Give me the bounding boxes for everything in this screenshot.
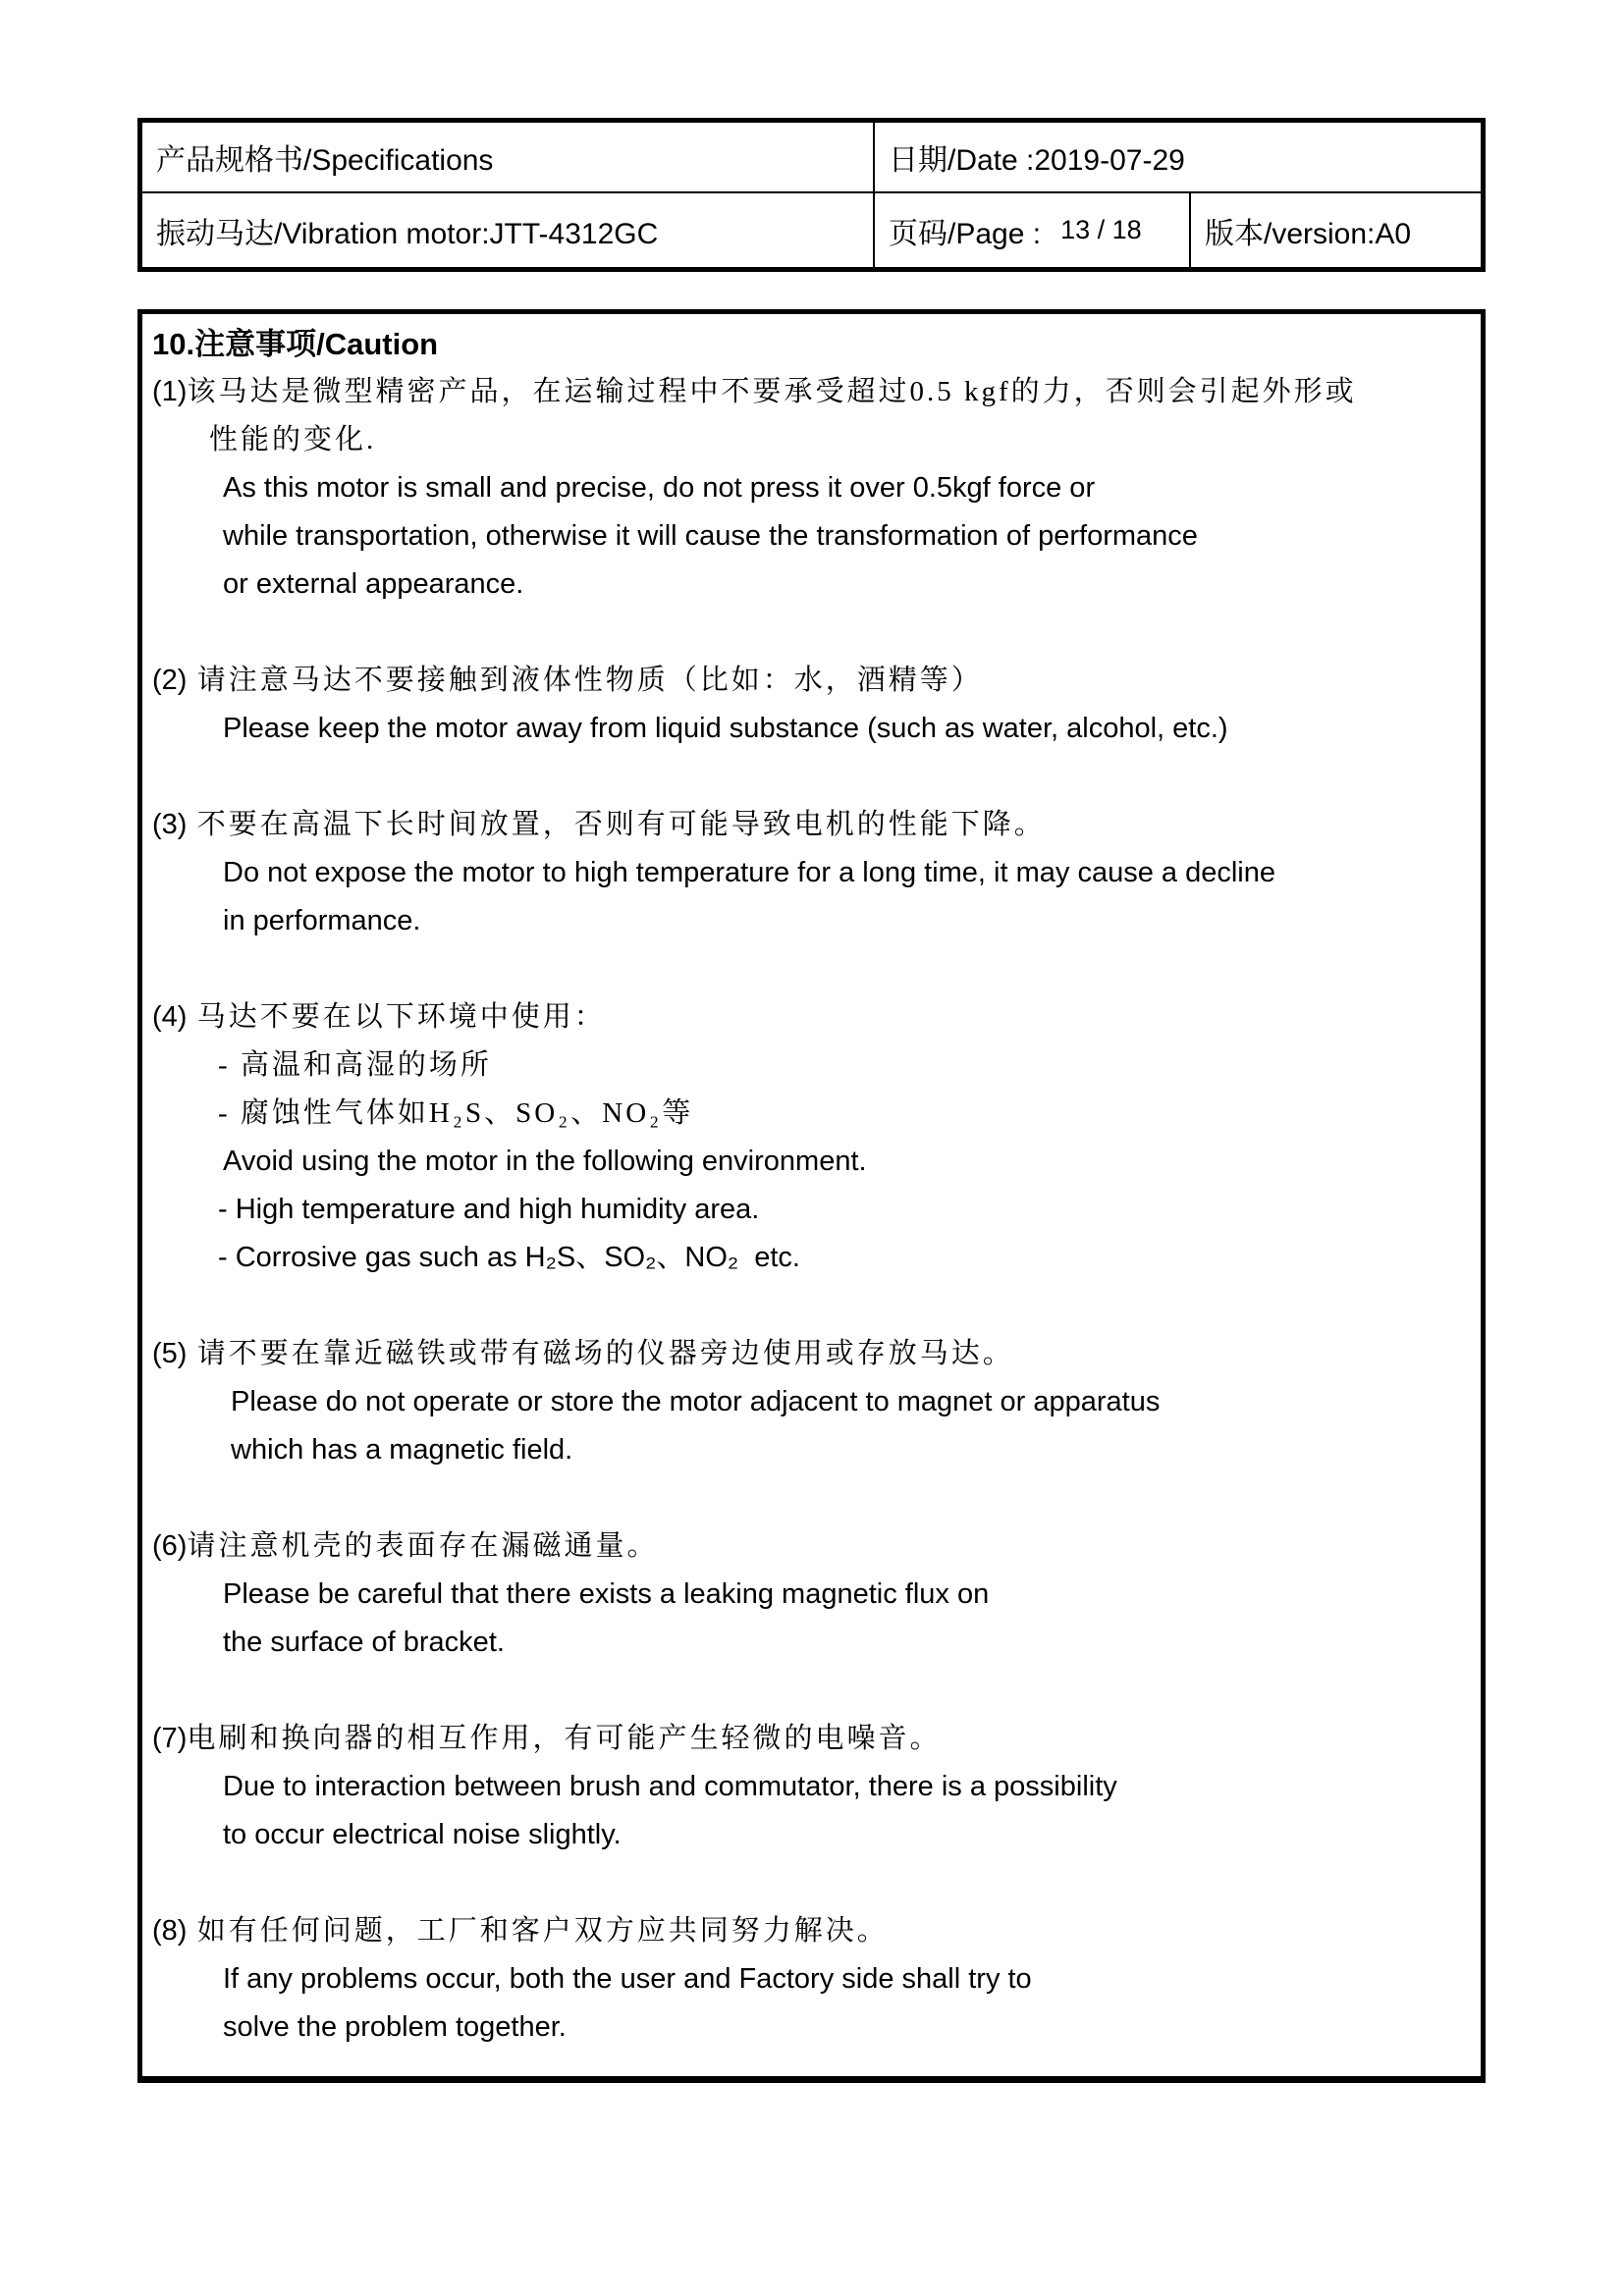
caution-list: [152, 368, 1465, 2052]
caution-item: [152, 1715, 1465, 1859]
caution-item-lead-line: [152, 657, 1465, 705]
caution-item-lead-line: [152, 1715, 1465, 1763]
caution-item-line: in performance.: [223, 905, 421, 936]
caution-item-lead-line: [152, 1330, 1465, 1378]
caution-title: 10.注意事项/Caution: [152, 327, 439, 361]
caution-item: [152, 801, 1465, 945]
version-field: 版本/version:A0: [1205, 217, 1412, 250]
page-value: 13 / 18: [1060, 215, 1142, 244]
item-number: (5): [152, 1338, 188, 1369]
item-text-zh: 请注意机壳的表面存在漏磁通量。: [187, 1530, 659, 1562]
caution-item-lead-line: [152, 993, 1465, 1041]
caution-item-lead-line: [152, 1522, 1465, 1571]
caution-item-line: Please be careful that there exists a leaking magnetic flux on: [223, 1578, 990, 1610]
caution-item-line: Please keep the motor away from liquid substance (such as water, alcohol, etc.): [223, 713, 1228, 744]
caution-item: [152, 1907, 1465, 2052]
caution-item-lead-line: [152, 801, 1465, 849]
page-number-cell: [875, 193, 1191, 267]
caution-item-line: - 腐蚀性气体如H₂S、SO₂、NO₂等: [218, 1097, 694, 1129]
caution-item-lead-line: [152, 1907, 1465, 1955]
item-number: (3): [152, 809, 188, 840]
caution-item: [152, 993, 1465, 1282]
caution-item-line: to occur electrical noise slightly.: [223, 1819, 622, 1850]
item-text-zh: 不要在高温下长时间放置，否则有可能导致电机的性能下降。: [187, 809, 1046, 840]
caution-item-line: solve the problem together.: [223, 2011, 567, 2043]
item-text-zh: 如有任何问题，工厂和客户双方应共同努力解决。: [187, 1915, 889, 1947]
spec-title: 产品规格书/Specifications: [142, 123, 875, 193]
item-number: (1): [152, 376, 188, 407]
header-table: [137, 118, 1486, 272]
caution-item-line: - Corrosive gas such as H₂S、SO₂、NO₂ etc.: [218, 1242, 800, 1273]
item-number: (7): [152, 1723, 188, 1754]
caution-item-line: Do not expose the motor to high temperature for a long time, it may cause a decline: [223, 857, 1275, 888]
caution-item-line: Due to interaction between brush and commutator, there is a possibility: [223, 1771, 1117, 1802]
page-label: 页码/Page :: [889, 217, 1042, 250]
caution-item-line: while transportation, otherwise it will cause the transformation of performance: [223, 520, 1198, 552]
caution-item-line: Please do not operate or store the motor adjacent to magnet or apparatus: [223, 1386, 1161, 1417]
date-field: 日期/Date :2019-07-29: [875, 123, 1481, 193]
item-text-zh: 请不要在靠近磁铁或带有磁场的仪器旁边使用或存放马达。: [187, 1338, 1014, 1369]
motor-model: 振动马达/Vibration motor:JTT-4312GC: [142, 193, 875, 267]
caution-item-line: 性能的变化.: [209, 424, 377, 455]
item-text-zh: 电刷和换向器的相互作用，有可能产生轻微的电噪音。: [187, 1723, 942, 1754]
caution-item-line: - 高温和高湿的场所: [218, 1049, 492, 1081]
caution-item-line: As this motor is small and precise, do not press it over 0.5kgf force or: [223, 472, 1096, 504]
caution-section: [137, 309, 1486, 2083]
caution-item-line: Avoid using the motor in the following environment.: [223, 1146, 867, 1177]
caution-item-line: - High temperature and high humidity area.: [218, 1194, 760, 1225]
item-text-zh: 该马达是微型精密产品，在运输过程中不要承受超过0.5 kgf的力，否则会引起外形或: [187, 376, 1357, 407]
item-number: (2): [152, 665, 188, 696]
caution-item-lead-line: [152, 368, 1465, 416]
caution-item-line: the surface of bracket.: [223, 1627, 505, 1658]
caution-item: [152, 1522, 1465, 1667]
item-number: (4): [152, 1001, 188, 1033]
caution-item: [152, 1330, 1465, 1474]
caution-item-line: which has a magnetic field.: [223, 1434, 573, 1466]
caution-item-line: or external appearance.: [223, 568, 524, 600]
item-text-zh: 马达不要在以下环境中使用：: [187, 1001, 606, 1033]
caution-item: [152, 657, 1465, 753]
caution-item: [152, 368, 1465, 609]
item-number: (8): [152, 1915, 188, 1947]
item-text-zh: 请注意马达不要接触到液体性物质（比如：水，酒精等）: [187, 665, 983, 696]
caution-item-line: If any problems occur, both the user and Factory side shall try to: [223, 1963, 1032, 1995]
item-number: (6): [152, 1530, 188, 1562]
